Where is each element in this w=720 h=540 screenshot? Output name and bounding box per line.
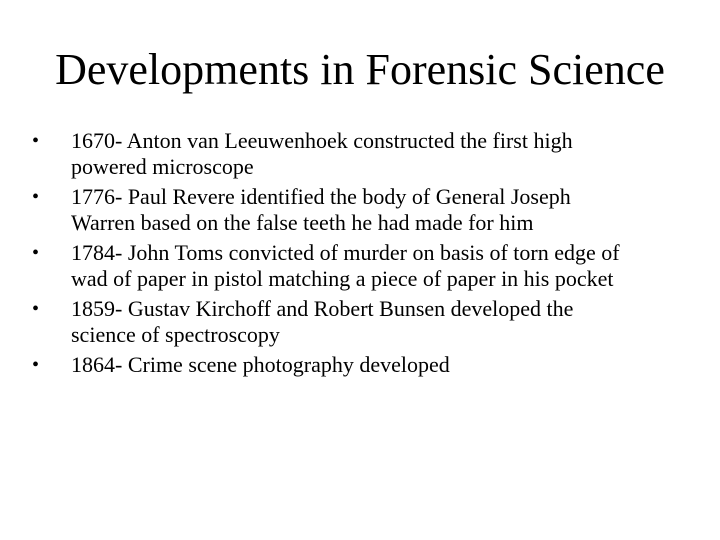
bullet-list [32,128,692,382]
bullet-dot-icon: • [32,130,40,152]
bullet-text-line: 1784- John Toms convicted of murder on basis of torn edge of [71,240,620,265]
bullet-dot-icon: • [32,298,40,320]
bullet-text-line: wad of paper in pistol matching a piece of paper in his pocket [71,266,614,291]
bullet-dot-icon: • [32,186,40,208]
bullet-text-line: 1859- Gustav Kirchoff and Robert Bunsen developed the [71,296,574,321]
bullet-item-1670 [32,128,692,180]
bullet-text-line: Warren based on the false teeth he had made for him [71,210,534,235]
bullet-text-line: 1776- Paul Revere identified the body of General Joseph [71,184,571,209]
bullet-text-line: science of spectroscopy [71,322,280,347]
bullet-dot-icon: • [32,242,40,264]
bullet-item-1776 [32,184,692,236]
bullet-item-1859 [32,296,692,348]
bullet-text-line: 1670- Anton van Leeuwenhoek constructed the first high [71,128,573,153]
bullet-text-line: 1864- Crime scene photography developed [71,352,450,377]
bullet-item-1864 [32,352,692,378]
slide-title: Developments in Forensic Science [55,45,665,94]
bullet-dot-icon: • [32,354,40,376]
bullet-item-1784 [32,240,692,292]
bullet-text-line: powered microscope [71,154,254,179]
